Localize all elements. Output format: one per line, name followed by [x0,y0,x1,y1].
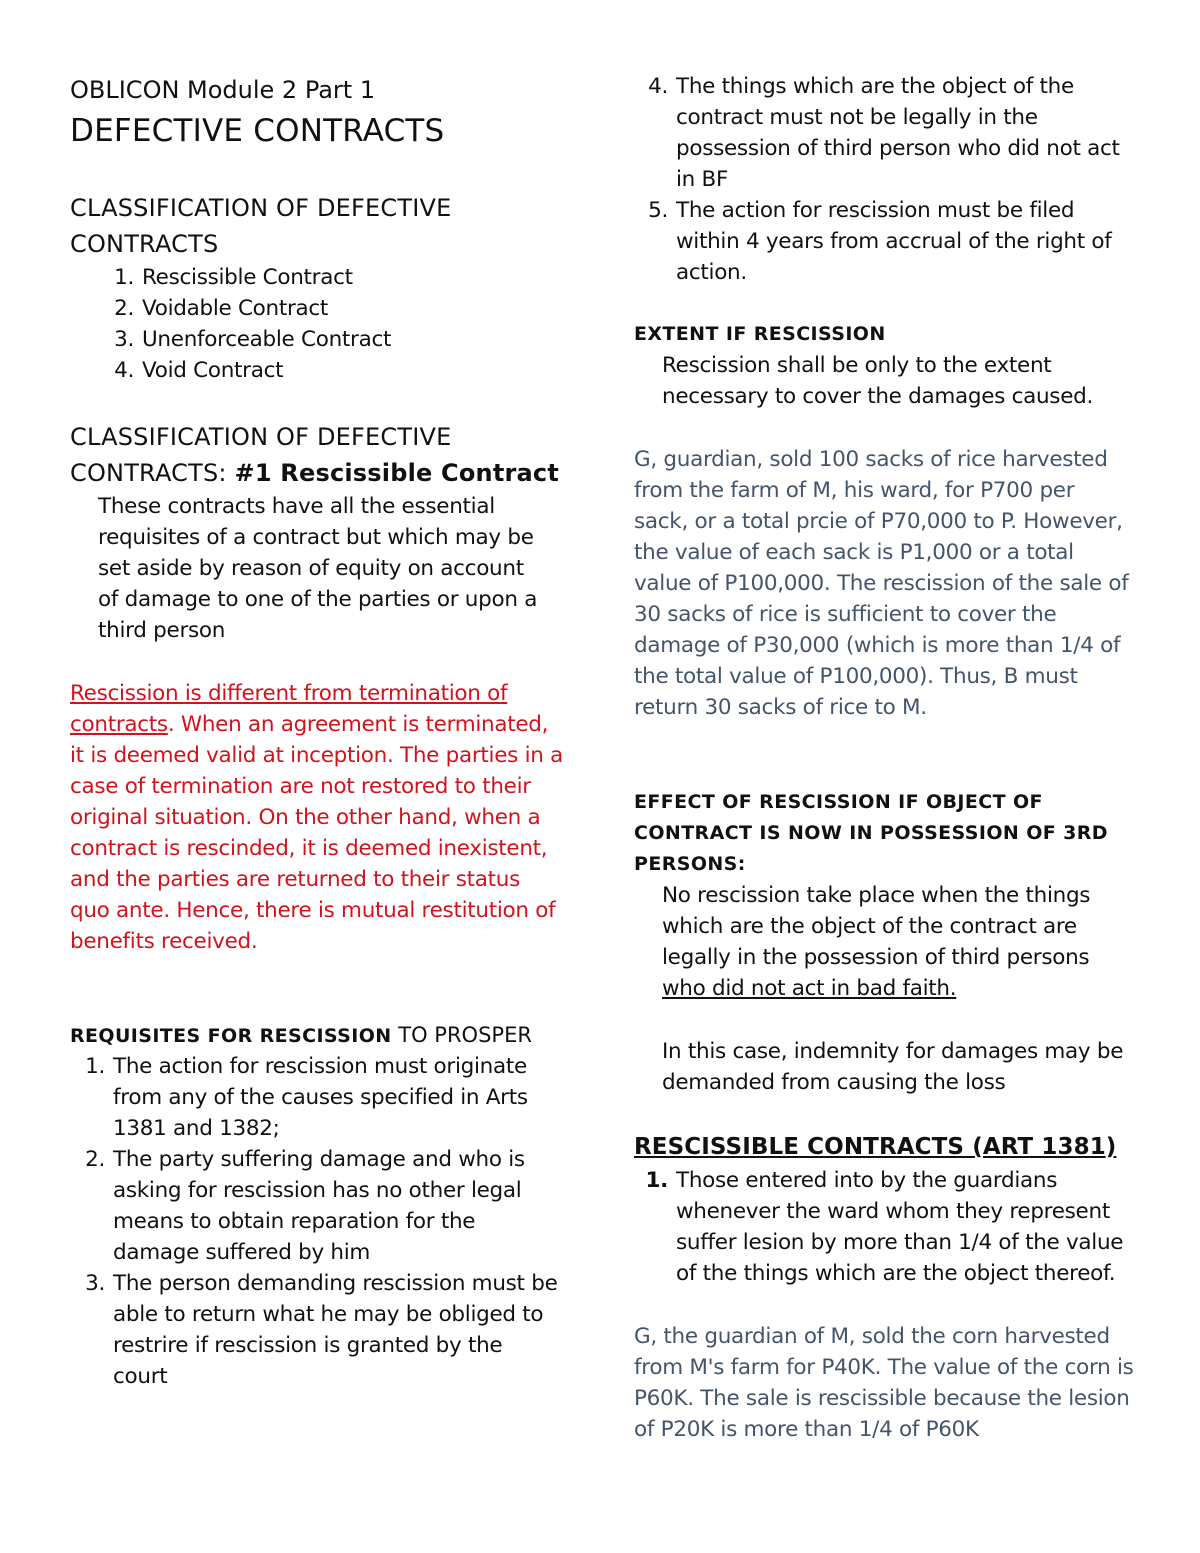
list-item: 3. The person demanding rescission must be able to return what he may be obliged to restrire if rescission is granted by the court [85,1271,558,1389]
effect-text-indemnity: In this case, indemnity for damages may be demanded from causing the loss [662,1039,1124,1095]
requisites-heading: REQUISITES FOR RESCISSION TO PROSPER [70,1023,532,1047]
list-item: 1. The action for rescission must originate from any of the causes specified in Arts 1381 and 1382; [85,1054,528,1141]
list-item: 4. Void Contract [114,358,284,383]
classification-heading: CLASSIFICATION OF DEFECTIVE CONTRACTS [70,194,452,258]
extent-text: Rescission shall be only to the extent necessary to cover the damages caused. [662,353,1093,409]
rescissible-heading: CLASSIFICATION OF DEFECTIVE CONTRACTS: #1 Rescissible Contract [70,423,560,487]
effect-heading: EFFECT OF RESCISSION IF OBJECT OF CONTRACT IS NOW IN POSSESSION OF 3RD PERSONS: [634,791,1108,875]
art-1381-list [645,1165,1134,1289]
requisites-list-continued [648,71,1126,288]
page-title: DEFECTIVE CONTRACTS [70,113,445,149]
art-1381-heading: RESCISSIBLE CONTRACTS (ART 1381) [634,1134,1117,1160]
list-item: 1. Those entered into by the guardians whenever the ward whom they represent suffer lesion by more than 1/4 of the value of the things which are the object thereof. [645,1168,1124,1286]
list-item: 3. Unenforceable Contract [114,327,392,352]
extent-heading: EXTENT IF RESCISSION [634,323,886,345]
list-item: 1. Rescissible Contract [114,265,353,290]
module-label: OBLICON Module 2 Part 1 [70,76,376,104]
effect-text: No rescission take place when the things which are the object of the contract are legally in the possession of third persons who did not act in bad faith. [662,883,1091,1001]
list-item: 5. The action for rescission must be filed within 4 years from accrual of the right of action. [648,198,1112,285]
classification-list [114,262,562,386]
rescissible-definition: These contracts have all the essential requisites of a contract but which may be set aside by reason of equity on account of damage to one of the parties or upon a third person [98,494,538,643]
list-item: 2. The party suffering damage and who is asking for rescission has no other legal means to obtain reparation for the damage suffered by him [85,1147,525,1265]
extent-example: G, guardian, sold 100 sacks of rice harvested from the farm of M, his ward, for P700 per sack, or a total prcie of P70,000 to P. However, the value of each sack is P1,000 or a total value of P100,000. The rescission of the sale of 30 sacks of rice is sufficient to cover the damage of P30,000 (which is more than 1/4 of the total value of P100,000). Thus, B must return 30 sacks of rice to M. [634,447,1129,720]
list-item: 4. The things which are the object of the contract must not be legally in the possession of third person who did not act in BF [648,74,1120,192]
termination-paragraph: Rescission is different from termination of contracts. When an agreement is terminated, it is deemed valid at inception. The parties in a case of termination are not restored to their original situation. On the other hand, when a contract is rescinded, it is deemed inexistent, and the parties are returned to their status quo ante. Hence, there is mutual restitution of benefits received. [70,681,563,954]
art-1381-example: G, the guardian of M, sold the corn harvested from M's farm for P40K. The value of the corn is P60K. The sale is rescissible because the lesion of P20K is more than 1/4 of P60K [634,1324,1134,1442]
list-item: 2. Voidable Contract [114,296,329,321]
requisites-list [85,1051,563,1392]
